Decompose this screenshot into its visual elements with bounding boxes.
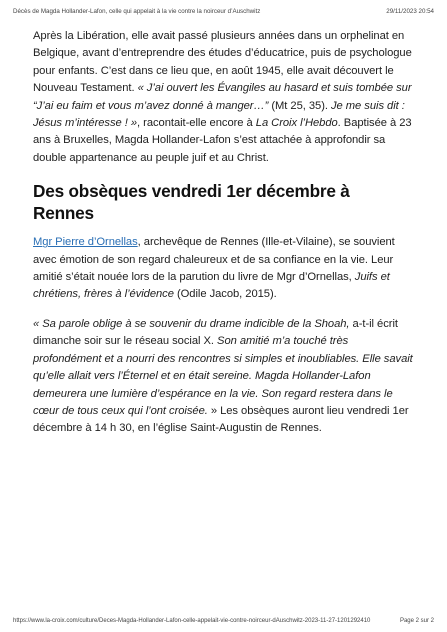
text-run: (Mt 25, 35). [268, 99, 332, 112]
text-run: Après la Libération, elle avait passé plusieurs années dans un orphelinat en Belgique, avant d’entreprendre des études d’éducatrice, puis de psychologue pour enfants. C’est dans ce lieu que, en août 1945, elle avait découvert le Nouveau Testament. [33, 30, 412, 95]
publication-name: La Croix l’Hebdo [255, 117, 338, 130]
paragraph-quote [33, 316, 415, 438]
quote-evangiles: « J’ai ouvert les Évangiles au hasard et suis tombée sur “J’ai eu faim et vous m’avez donné à manger…” [33, 82, 412, 112]
article-body [33, 28, 415, 450]
quote-shoah: « Sa parole oblige à se souvenir du drame indicible de la Shoah, [33, 317, 350, 330]
text-run: . Baptisée à 23 ans à Bruxelles, Magda Hollander-Lafon s’est attachée à approfondir sa double appartenance au peuple juif et au Christ. [33, 117, 412, 164]
section-heading: Des obsèques vendredi 1er décembre à Rennes [33, 181, 350, 224]
quote-jesus: Je me suis dit : Jésus m’intéresse ! » [33, 99, 405, 130]
page-header-datetime: 29/11/2023 20:54 [386, 8, 434, 15]
text-run: , racontait-elle encore à [137, 117, 256, 130]
paragraph-ornellas [33, 234, 415, 304]
paragraph-liberation [33, 28, 415, 167]
quote-amitie: Son amitié m’a touché très profondément et a nourri des rencontres si simples et inoubliables. Elle savait qu’elle allait vers l’Éternel et en était sereine. Magda Hollander-Lafon demeurera une lumière d’espérance en la vie. Son regard restera dans le cœur de tous ceux qui l’ont croisée. [33, 335, 413, 417]
page-number: Page 2 sur 2 [399, 618, 434, 624]
ornellas-link[interactable]: Mgr Pierre d’Ornellas [33, 236, 138, 249]
page-header-title: Décès de Magda Hollander-Lafon, celle qui appelait à la vie contre la noirceur d’Auschwitz [13, 8, 261, 15]
text-run: a-t-il écrit dimanche soir sur le réseau social X. [33, 317, 398, 348]
page-url: https://www.la-croix.com/culture/Deces-Magda-Hollander-Lafon-celle-appelait-vie-contre-noirceur-dAuschwitz-2023-11-27-1201292410 [13, 618, 371, 624]
text-run: , archevêque de Rennes (Ille-et-Vilaine), se souvient avec émotion de son regard chaleureux et de sa confiance en la vie. Leur amitié s’était nouée lors de la parution du livre de Mgr d’Ornellas, [33, 236, 395, 284]
text-run: (Odile Jacob, 2015). [173, 288, 277, 301]
book-title: Juifs et chrétiens, frères à l’évidence [33, 271, 390, 301]
text-run: » Les obsèques auront lieu vendredi 1er décembre à 14 h 30, en l’église Saint-Augustin de Rennes. [33, 404, 409, 435]
